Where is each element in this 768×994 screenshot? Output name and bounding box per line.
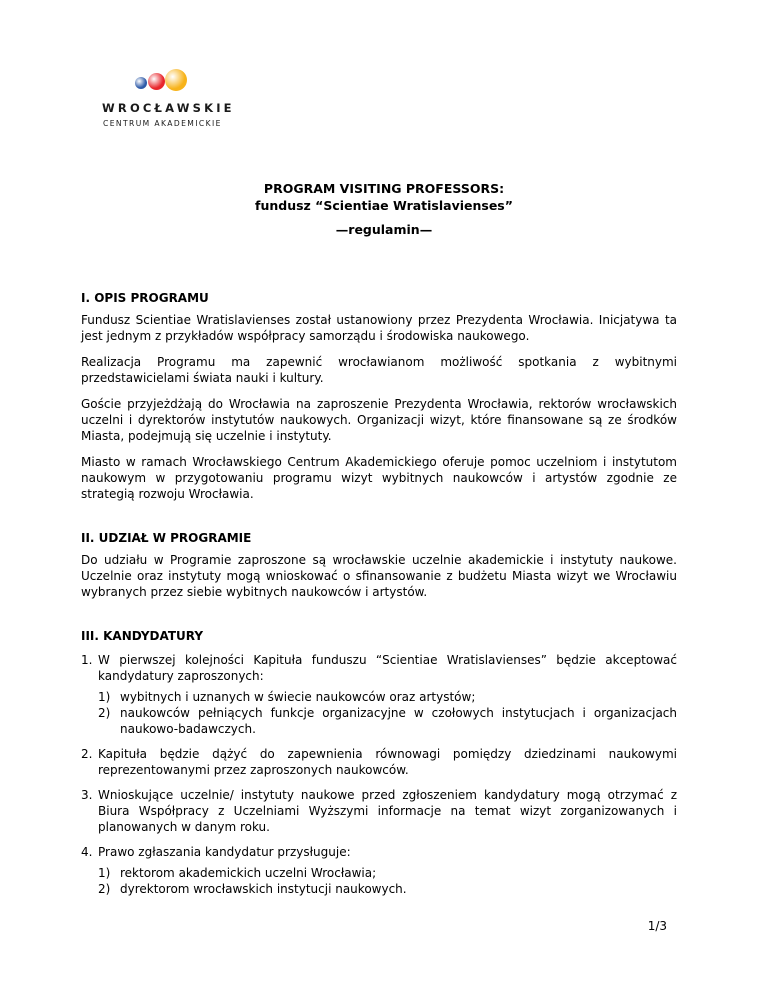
paragraph: Fundusz Scientiae Wratislavienses został ustanowiony przez Prezydenta Wrocławia. Inicjatywa ta jest jednym z przykładów współpracy samorządu i środowiska naukowego. bbox=[81, 313, 677, 343]
sub-list-item bbox=[98, 865, 677, 881]
list-item bbox=[81, 787, 677, 835]
red-dot-icon bbox=[148, 73, 165, 90]
sub-list-item bbox=[98, 705, 677, 737]
paragraph: Goście przyjeżdżają do Wrocławia na zaproszenie Prezydenta Wrocławia, rektorów wrocławskich uczelni i dyrektorów instytutów naukowych. Organizacji wizyt, które finansowane są ze środków Miasta, podejmują się uczelnie i instytuty. bbox=[81, 397, 677, 443]
list-number: 1. bbox=[81, 653, 93, 667]
sub-list bbox=[98, 689, 677, 737]
section-opis-programu bbox=[81, 290, 677, 502]
list-item-text: Prawo zgłaszania kandydatur przysługuje: bbox=[98, 845, 351, 859]
sub-list-number: 1) bbox=[98, 866, 111, 880]
paragraph: Miasto w ramach Wrocławskiego Centrum Akademickiego oferuje pomoc uczelniom i instytutom naukowym w przygotowaniu programu wizyt wybitnych naukowców i artystów zgodnie ze strategią rozwoju Wrocławia. bbox=[81, 455, 677, 501]
document-body bbox=[81, 290, 677, 906]
section-udzial-w-programie bbox=[81, 530, 677, 600]
paragraph: Do udziału w Programie zaproszone są wrocławskie uczelnie akademickie i instytuty naukowe. Uczelnie oraz instytuty mogą wnioskować o sfinansowanie z budżetu Miasta wizyt we Wrocławiu wybranych przez siebie wybitnych naukowców i artystów. bbox=[81, 553, 677, 599]
sub-list-number: 2) bbox=[98, 882, 111, 896]
paragraph: Realizacja Programu ma zapewnić wrocławianom możliwość spotkania z wybitnymi przedstawicielami świata nauki i kultury. bbox=[81, 355, 677, 385]
title-line-1: PROGRAM VISITING PROFESSORS: bbox=[263, 181, 505, 196]
sub-list-number: 2) bbox=[98, 706, 111, 720]
list-number: 4. bbox=[81, 845, 93, 859]
section-heading: III. KANDYDATURY bbox=[81, 629, 204, 643]
section-heading: I. OPIS PROGRAMU bbox=[81, 291, 209, 305]
yellow-dot-icon bbox=[165, 69, 187, 91]
section-heading: II. UDZIAŁ W PROGRAMIE bbox=[81, 531, 252, 545]
title-line-2: fundusz “Scientiae Wratislavienses” bbox=[255, 198, 513, 213]
list-item-text: Kapituła będzie dążyć do zapewnienia równowagi pomiędzy dziedzinami naukowymi reprezentowanymi przez zaproszonych naukowców. bbox=[98, 747, 677, 777]
document-title bbox=[0, 180, 768, 238]
title-line-3: —regulamin— bbox=[335, 222, 433, 237]
list-item bbox=[81, 652, 677, 737]
sub-list-item bbox=[98, 881, 677, 897]
section-kandydatury bbox=[81, 628, 677, 897]
logo bbox=[102, 68, 252, 132]
sub-list-item-text: naukowców pełniących funkcje organizacyjne w czołowych instytucjach i organizacjach naukowo-badawczych. bbox=[120, 706, 677, 736]
list-number: 2. bbox=[81, 747, 93, 761]
blue-dot-icon bbox=[135, 77, 147, 89]
logo-subtitle: CENTRUM AKADEMICKIE bbox=[103, 119, 222, 128]
sub-list bbox=[98, 865, 677, 897]
sub-list-item-text: rektorom akademickich uczelni Wrocławia; bbox=[120, 866, 377, 880]
list-item-text: Wnioskujące uczelnie/ instytuty naukowe przed zgłoszeniem kandydatury mogą otrzymać z Biura Współpracy z Uczelniami Wyższymi informacje na temat wizyt zorganizowanych i planowanych w danym roku. bbox=[98, 788, 677, 834]
sub-list-item bbox=[98, 689, 677, 705]
logo-name: WROCŁAWSKIE bbox=[102, 101, 235, 115]
list-number: 3. bbox=[81, 788, 93, 802]
list-item bbox=[81, 844, 677, 897]
page-number: 1/3 bbox=[647, 919, 667, 933]
sub-list-item-text: wybitnych i uznanych w świecie naukowców oraz artystów; bbox=[120, 690, 476, 704]
list-item bbox=[81, 746, 677, 778]
sub-list-number: 1) bbox=[98, 690, 111, 704]
list-item-text: W pierwszej kolejności Kapituła funduszu “Scientiae Wratislavienses” będzie akceptować kandydatury zaproszonych: bbox=[98, 653, 677, 683]
sub-list-item-text: dyrektorom wrocławskich instytucji naukowych. bbox=[120, 882, 407, 896]
